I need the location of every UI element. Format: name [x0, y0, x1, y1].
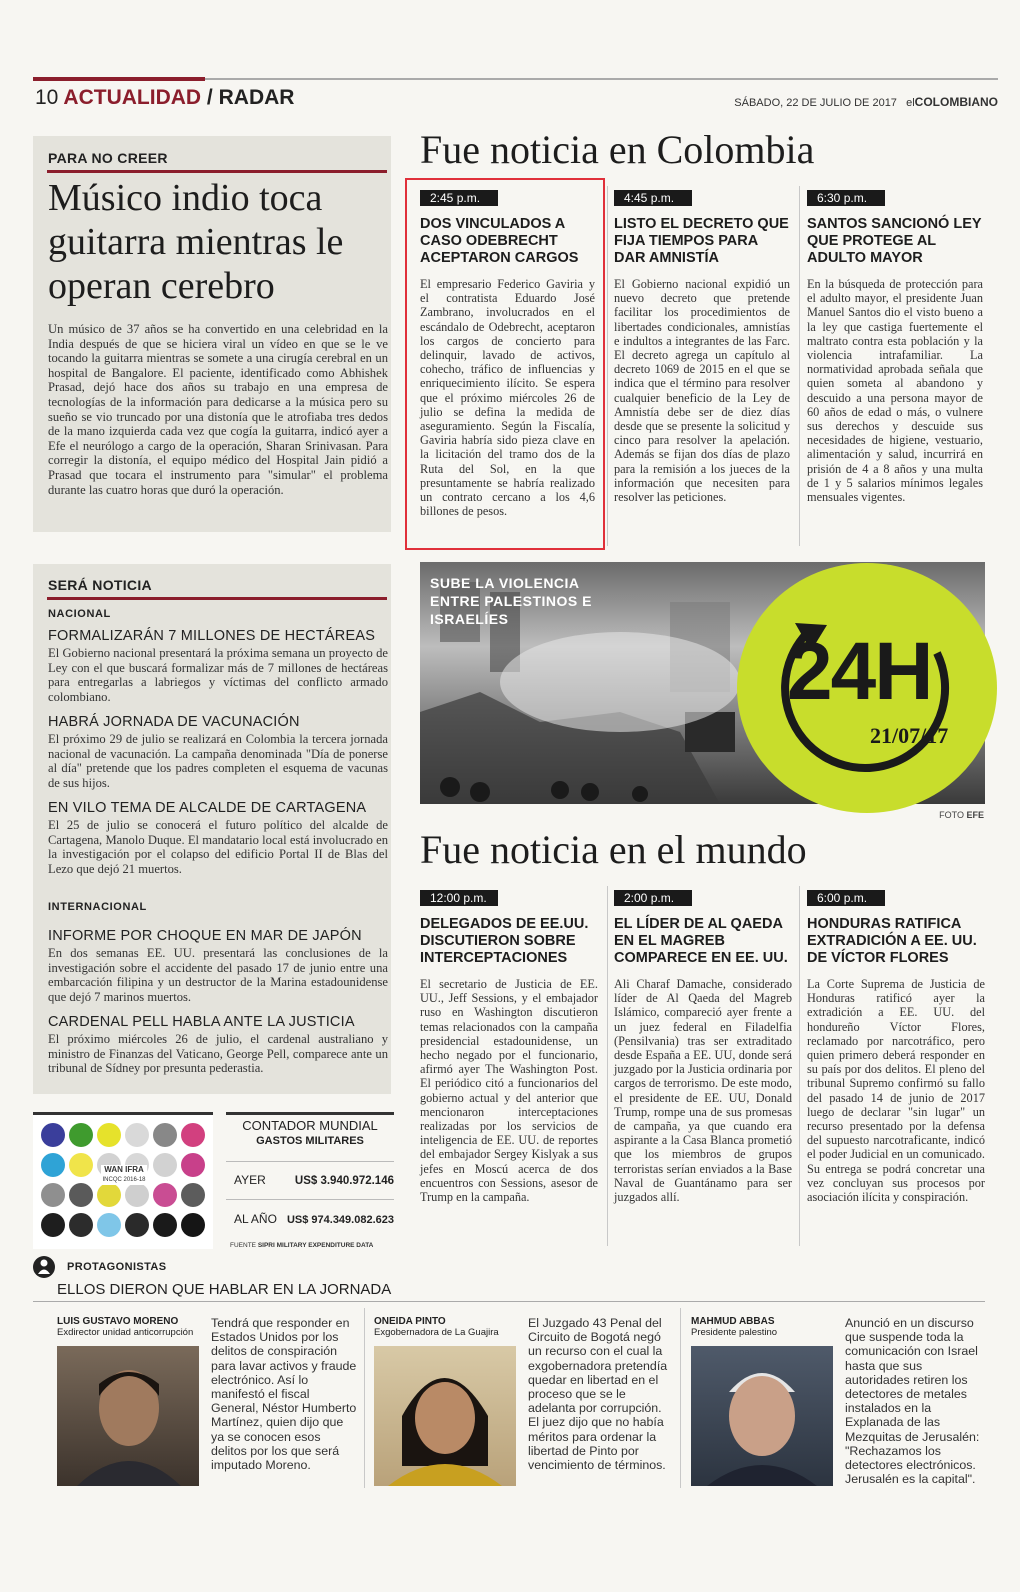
time-badge: 12:00 p.m.	[420, 890, 498, 906]
portrait-silhouette	[57, 1346, 199, 1486]
ink-dot	[41, 1183, 65, 1207]
brand-name: COLOMBIANO	[914, 95, 998, 109]
photo-credit-name: EFE	[966, 810, 984, 820]
news-headline: FORMALIZARÁN 7 MILLONES DE HECTÁREAS	[48, 628, 376, 644]
ink-dot	[41, 1213, 65, 1237]
ink-dot	[153, 1153, 177, 1177]
protagonistas-kicker: PROTAGONISTAS	[67, 1261, 167, 1273]
brand-prefix: el	[906, 97, 915, 109]
column-rule	[607, 886, 608, 1246]
ink-dot	[181, 1213, 205, 1237]
mundo-item-2	[614, 890, 792, 1204]
news-body: Ali Charaf Damache, considerado líder de Al Qaeda del Magreb Islámico, compareció ayer frente a un juez federal en Filadelfia (Pensilvania) tras ser extraditado desde España a EE. UU, donde será juzgado por la Justicia ordinaria por cargos de terrorismo. De este modo, el presidente de EE. UU, Donald Trump, rompe una de sus promesas de campaña, ya que cuando era aspirante a la Casa Blanca prometió que los miembros de grupos terroristas serían enviados a la Base Naval de Guantánamo para ser juzgados allí.	[614, 977, 792, 1205]
colombia-section-title: Fue noticia en Colombia	[420, 127, 815, 172]
protagonist-role: Presidente palestino	[691, 1327, 778, 1338]
news-body: El 25 de julio se conocerá el futuro político del alcalde de Cartagena, Manolo Duque. El mandatario local está involucrado en la investigación por el colapso del edificio Portal II de Blas del Lezo que dejó 21 muertos.	[48, 818, 388, 876]
ink-dot	[181, 1153, 205, 1177]
person-glyph	[33, 1256, 55, 1278]
protagonist-photo	[57, 1346, 199, 1486]
ink-dot	[181, 1123, 205, 1147]
ink-dot	[125, 1183, 149, 1207]
ink-dot	[97, 1183, 121, 1207]
nacional-item-1	[48, 628, 388, 704]
protagonist-body: El Juzgado 43 Penal del Circuito de Bogotá negó un recurso con el cual la exgobernadora pretendía quedar en libertad en el proceso que se le adelanta por corrupción. El juez dijo que no había méritos para ordenar la libertad de Pinto por vencimiento de términos.	[528, 1316, 668, 1473]
news-headline: SANTOS SANCIONÓ LEY QUE PROTEGE AL ADULTO MAYOR	[807, 216, 982, 266]
column-rule	[799, 886, 800, 1246]
news-headline: HABRÁ JORNADA DE VACUNACIÓN	[48, 714, 300, 730]
photo-caption: SUBE LA VIOLENCIA ENTRE PALESTINOS E ISRAELÍES	[430, 575, 592, 627]
contador-row-ayer-label: AYER	[234, 1173, 266, 1187]
sera-noticia-box	[33, 564, 391, 1094]
nacional-item-3	[48, 800, 388, 876]
ink-dot	[41, 1123, 65, 1147]
protagonist-name: ONEIDA PINTO	[374, 1316, 446, 1327]
internacional-item-2	[48, 1014, 388, 1076]
colombia-item-1	[420, 190, 595, 518]
time-badge: 6:30 p.m.	[807, 190, 885, 206]
page-header-section	[35, 86, 294, 110]
news-headline: INFORME POR CHOQUE EN MAR DE JAPÓN	[48, 928, 362, 944]
protagonist-3	[691, 1316, 987, 1487]
ink-dot	[125, 1123, 149, 1147]
issue-date: SÁBADO, 22 DE JULIO DE 2017	[734, 97, 897, 109]
protagonist-2	[374, 1316, 674, 1473]
header-separator: /	[206, 86, 213, 109]
internacional-item-1	[48, 928, 388, 1004]
column-rule	[799, 186, 800, 546]
page-number: 10	[35, 86, 59, 109]
internacional-label: INTERNACIONAL	[48, 901, 147, 913]
ink-dot	[153, 1183, 177, 1207]
sera-noticia-kicker: SERÁ NOTICIA	[48, 577, 152, 593]
contador-source	[230, 1242, 373, 1249]
news-headline: HONDURAS RATIFICA EXTRADICIÓN A EE. UU. DE VÍCTOR FLORES	[807, 916, 977, 966]
person-icon	[33, 1256, 55, 1278]
contador-row-anio-label: AL AÑO	[234, 1212, 277, 1226]
news-body: El próximo miércoles 26 de julio, el cardenal australiano y ministro de Finanzas del Vaticano, George Pell, comparece ante un tribunal de Sídney por presunta pederastia.	[48, 1032, 388, 1076]
ink-dot	[97, 1213, 121, 1237]
protagonist-body: Tendrá que responder en Estados Unidos por los delitos de conspiración para lavar activos y fraude electrónico. Así lo manifestó el fiscal General, Néstor Humberto Martínez, quien dijo que ya se conocen esos delitos por los que será imputado Moreno.	[211, 1316, 357, 1473]
news-body: La Corte Suprema de Justicia de Honduras ratificó ayer la extradición a EE. UU. del hondureño Víctor Flores, reclamado por narcotráfico, pero quien primero deberá responder en su país por dos delitos. El pleno del tribunal Supremo confirmó su fallo del pasado 14 de junio de 2017 luego de declarar "sin lugar" un recurso presentado por la defensa del supuesto narcotraficante, indicó el poder Judicial en un comunicado. Su entrega se podrá concretar una vez concluyan sus procesos por asociación ilícita y conspiración.	[807, 977, 985, 1205]
ink-dot	[153, 1213, 177, 1237]
para-no-creer-kicker: PARA NO CREER	[48, 150, 168, 166]
badge-24h	[737, 563, 997, 813]
portrait-silhouette	[374, 1346, 516, 1486]
column-rule	[364, 1308, 365, 1488]
ink-dot	[69, 1183, 93, 1207]
news-headline: LISTO EL DECRETO QUE FIJA TIEMPOS PARA DAR AMNISTÍA	[614, 216, 789, 266]
contador-subtitle: GASTOS MILITARES	[256, 1135, 364, 1147]
ink-dot	[181, 1183, 205, 1207]
mundo-item-3	[807, 890, 985, 1204]
photo-credit	[939, 810, 984, 820]
news-headline: CARDENAL PELL HABLA ANTE LA JUSTICIA	[48, 1014, 355, 1030]
para-no-creer-title: Músico indio toca guitarra mientras le operan cerebro	[48, 177, 344, 307]
section-name: ACTUALIDAD	[63, 86, 202, 109]
mundo-section-title: Fue noticia en el mundo	[420, 827, 807, 872]
protagonist-photo	[374, 1346, 516, 1486]
protagonist-role: Exdirector unidad anticorrupción	[57, 1327, 194, 1338]
column-rule	[680, 1308, 681, 1488]
mundo-item-1	[420, 890, 598, 1204]
protagonist-body: Anunció en un discurso que suspende toda la comunicación con Israel hasta que sus autoridades retiren los detectores de metales instalados en la Explanada de las Mezquitas de Jerusalén: "Rechazamos los detectores electrónicos. Jerusalén es la capital".	[845, 1316, 980, 1487]
portrait-silhouette	[691, 1346, 833, 1486]
ink-quality-badge	[33, 1112, 213, 1249]
news-headline: EL LÍDER DE AL QAEDA EN EL MAGREB COMPARECE EN EE. UU.	[614, 916, 788, 966]
news-headline: DOS VINCULADOS A CASO ODEBRECHT ACEPTARON CARGOS	[420, 216, 579, 266]
news-headline: EN VILO TEMA DE ALCALDE DE CARTAGENA	[48, 800, 367, 816]
ink-dot	[69, 1213, 93, 1237]
time-badge: 6:00 p.m.	[807, 890, 885, 906]
news-body: El Gobierno nacional expidió un nuevo decreto que pretende facilitar los procedimientos de libertades condicionales, amnistías e indultos a integrantes de las Farc. El decreto agrega un capítulo al decreto 1069 de 2015 en el que se indica que el término para resolver cualquier beneficio de la Ley de Amnistía debe ser de diez días desde que se presente la solicitud y cinco para resolver la apelación. Además se fijan dos días de plazo para la remisión a los jueces de la información que necesiten para resolver las peticiones.	[614, 277, 790, 505]
wan-ifra-label: WAN IFRA	[104, 1165, 144, 1174]
contador-title: CONTADOR MUNDIAL	[242, 1118, 378, 1133]
contador-source-prefix: FUENTE	[230, 1242, 256, 1249]
protagonist-name: LUIS GUSTAVO MORENO	[57, 1316, 179, 1327]
ink-dot	[153, 1123, 177, 1147]
wan-ifra-sublabel: INCQC 2016-18	[102, 1177, 146, 1183]
ink-dot	[125, 1213, 149, 1237]
page-header-date	[734, 95, 998, 109]
time-badge: 2:45 p.m.	[420, 190, 498, 206]
colombia-item-2	[614, 190, 790, 504]
para-no-creer-body: Un músico de 37 años se ha convertido en una celebridad en la India después de que se hiciera viral un vídeo en que se le ve tocando la guitarra mientras se somete a una cirugía cerebral en un hospital de Bangalore. El paciente, identificado como Abhishek Prasad, dejó hace dos años su trabajo en una empresa de tecnologías de la información para dedicarse a la música pero su sueño se vio truncado por una distonía que le atrofiaba tres dedos de la mano izquierda cada vez que cogía la guitarra, indicó ayer a Efe el neurólogo a cargo de la operación, Sharan Srinivasan. Para corregir la distonía, el equipo médico del Hospital Jain pidió a Prasad que tocara el instrumento para "simular" el problema durante las cuatro horas que duró la operación.	[48, 322, 388, 497]
badge-24h-label: 24H	[787, 626, 932, 717]
nacional-label: NACIONAL	[48, 608, 111, 620]
news-headline: DELEGADOS DE EE.UU. DISCUTIERON SOBRE INTERCEPTACIONES	[420, 916, 589, 966]
news-body: En la búsqueda de protección para el adulto mayor, el presidente Juan Manuel Santos dio el visto bueno a la ley que castiga fuertemente el maltrato contra esta población y la violencia intrafamiliar. La normatividad aprobada señala que quien someta al abandono y descuido a una persona mayor de 60 años de edad o más, o vulnere sus derechos y descuide sus necesidades de higiene, vestuario, alimentación y salud, incurrirá en prisión de 4 a 8 años y una multa de 1 y 5 salarios mínimos legales mensuales vigentes.	[807, 277, 983, 505]
protagonist-photo	[691, 1346, 833, 1486]
protagonistas-rule	[33, 1301, 985, 1302]
news-body: En dos semanas EE. UU. presentará las conclusiones de la investigación sobre el accidente del pasado 17 de junio entre una embarcación filipina y un destructor de la Marina estadounidense que dejó 7 marinos muertos.	[48, 946, 388, 1004]
contador-rule	[226, 1161, 394, 1162]
contador-mundial	[226, 1112, 394, 1255]
kicker-rule	[47, 597, 387, 600]
news-body: El próximo 29 de julio se realizará en Colombia la tercera jornada nacional de vacunación. La campaña denominada "Día de ponerse al día" pretende que los padres completen el esquema de vacunas de sus hijos.	[48, 732, 388, 790]
subsection-name: RADAR	[218, 86, 295, 109]
kicker-rule	[47, 170, 387, 173]
protagonist-role: Exgobernadora de La Guajira	[374, 1327, 499, 1338]
news-body: El empresario Federico Gaviria y el contratista Eduardo José Zambrano, involucrados en el escándalo de Odebrecht, aceptaron los cargos de concierto para delinquir, lavado de activos, cohecho, tráfico de influencias y enriquecimiento ilícito. Se espera que el próximo miércoles 26 de julio se defina la medida de aseguramiento. Según la Fiscalía, Gaviria habría sido pieza clave en la licitación del tramo dos de la Ruta del Sol, en la que presuntamente se habría realizado un contrato cercano a los 4,6 billones de pesos.	[420, 277, 595, 519]
para-no-creer-box	[33, 136, 391, 532]
news-body: El Gobierno nacional presentará la próxima semana un proyecto de Ley con el que buscará formalizar más de 7 millones de hectáreas para entregarlas a labriegos y víctimas del conflicto armado colombiano.	[48, 646, 388, 704]
ink-dot	[97, 1123, 121, 1147]
colombia-item-3	[807, 190, 983, 504]
ink-dot	[69, 1123, 93, 1147]
wan-ifra-logo	[101, 1165, 147, 1185]
news-body: El secretario de Justicia de EE. UU., Jeff Sessions, y el embajador ruso en Washington discutieron temas relacionados con la campaña presidencial estadounidense, un hecho negado por el funcionario, afirmó ayer The Washington Post. El periódico citó a funcionarios del gobierno actual y del anterior que mencionaron interceptaciones realizadas por los servicios de inteligencia de EE. UU. de reportes del embajador Sergey Kislyak a sus jefes en Moscú acerca de dos encuentros con Sessions, asesor de Trump en la campaña.	[420, 977, 598, 1205]
protagonist-1	[57, 1316, 357, 1473]
time-badge: 4:45 p.m.	[614, 190, 692, 206]
protagonist-name: MAHMUD ABBAS	[691, 1316, 775, 1327]
column-rule	[607, 186, 608, 546]
contador-rule	[226, 1199, 394, 1200]
photo-credit-prefix: FOTO	[939, 810, 964, 820]
ink-dot	[69, 1153, 93, 1177]
protagonistas-subtitle: ELLOS DIERON QUE HABLAR EN LA JORNADA	[57, 1281, 392, 1298]
nacional-item-2	[48, 714, 388, 790]
contador-source-name: SIPRI MILITARY EXPENDITURE DATA	[257, 1242, 374, 1249]
time-badge: 2:00 p.m.	[614, 890, 692, 906]
contador-row-ayer-value: US$ 3.940.972.146	[294, 1175, 394, 1187]
top-rule-accent	[33, 77, 205, 81]
ink-dot	[41, 1153, 65, 1177]
badge-24h-date: 21/07/17	[870, 723, 949, 748]
contador-row-anio-value: US$ 974.349.082.623	[286, 1214, 394, 1226]
